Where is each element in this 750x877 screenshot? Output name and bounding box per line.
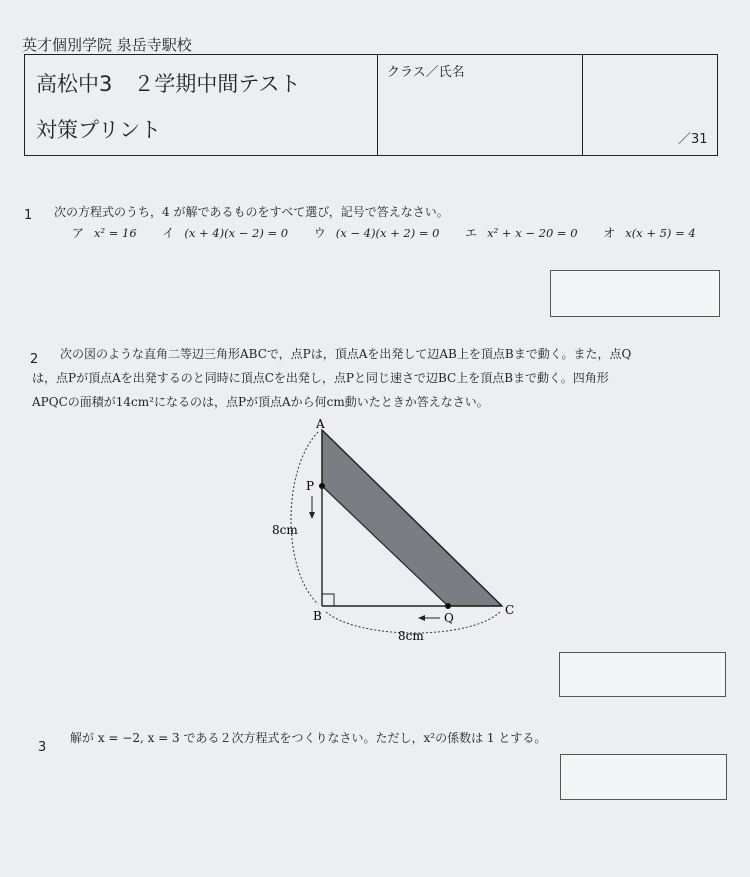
question-2-number: 2 xyxy=(30,352,39,367)
choice-a-expr: x² = 16 xyxy=(94,226,137,240)
question-3-text: 解が x = −2, x = 3 である２次方程式をつくりなさい。ただし，x²の係数は 1 とする。 xyxy=(70,731,547,745)
choice-e-expr: x² + x − 20 = 0 xyxy=(487,226,578,240)
question-3-number: 3 xyxy=(38,740,47,755)
triangle-figure xyxy=(270,410,540,650)
test-subtitle: 対策プリント xyxy=(36,118,162,142)
point-q xyxy=(445,603,451,609)
test-title: 高松中3 ２学期中間テスト xyxy=(36,72,301,96)
label-c: C xyxy=(505,603,515,617)
label-a: A xyxy=(316,417,325,431)
question-2-line-2: は，点Pが頂点Aを出発するのと同時に頂点Cを出発し，点Pと同じ速さで辺BC上を頂点Bまで動く。四角形 xyxy=(32,371,609,385)
question-2-line-1: 次の図のような直角二等辺三角形ABCで，点Pは，頂点Aを出発して辺AB上を頂点Bまで動く。また，点Q xyxy=(60,347,632,361)
choice-a-label: ア xyxy=(72,226,85,240)
label-b: B xyxy=(313,609,322,623)
score-total: ／31 xyxy=(678,132,708,147)
question-1-choices xyxy=(72,224,696,241)
answer-box-3[interactable] xyxy=(560,754,727,800)
question-1-number: 1 xyxy=(24,208,33,223)
question-1-text: 次の方程式のうち，4 が解であるものをすべて選び，記号で答えなさい。 xyxy=(54,205,449,219)
brace-ab xyxy=(291,432,318,604)
choice-e-label: エ xyxy=(465,226,478,240)
choice-o-expr: x(x + 5) = 4 xyxy=(625,226,696,240)
question-2-line-3: APQCの面積が14cm²になるのは，点Pが頂点Aから何cm動いたときか答えなさい。 xyxy=(32,395,489,409)
choice-i-label: イ xyxy=(162,226,175,240)
answer-box-1[interactable] xyxy=(550,270,720,317)
right-angle-mark xyxy=(322,594,334,606)
header-divider-1 xyxy=(377,55,378,155)
label-bc-length: 8cm xyxy=(398,629,424,643)
choice-i-expr: (x + 4)(x − 2) = 0 xyxy=(184,226,289,240)
header-divider-2 xyxy=(582,55,583,155)
choice-o-label: オ xyxy=(603,226,616,240)
point-p xyxy=(319,483,325,489)
arrow-q-head xyxy=(418,615,425,621)
label-p: P xyxy=(306,479,315,493)
choice-u-label: ウ xyxy=(313,226,326,240)
label-ab-length: 8cm xyxy=(272,523,298,537)
choice-u-expr: (x − 4)(x + 2) = 0 xyxy=(335,226,440,240)
side-ac xyxy=(322,430,502,606)
class-name-label: クラス／氏名 xyxy=(387,65,465,80)
label-q: Q xyxy=(444,611,454,625)
arrow-p-head xyxy=(309,512,315,519)
school-name: 英才個別学院 泉岳寺駅校 xyxy=(22,36,192,54)
answer-box-2[interactable] xyxy=(559,652,726,697)
